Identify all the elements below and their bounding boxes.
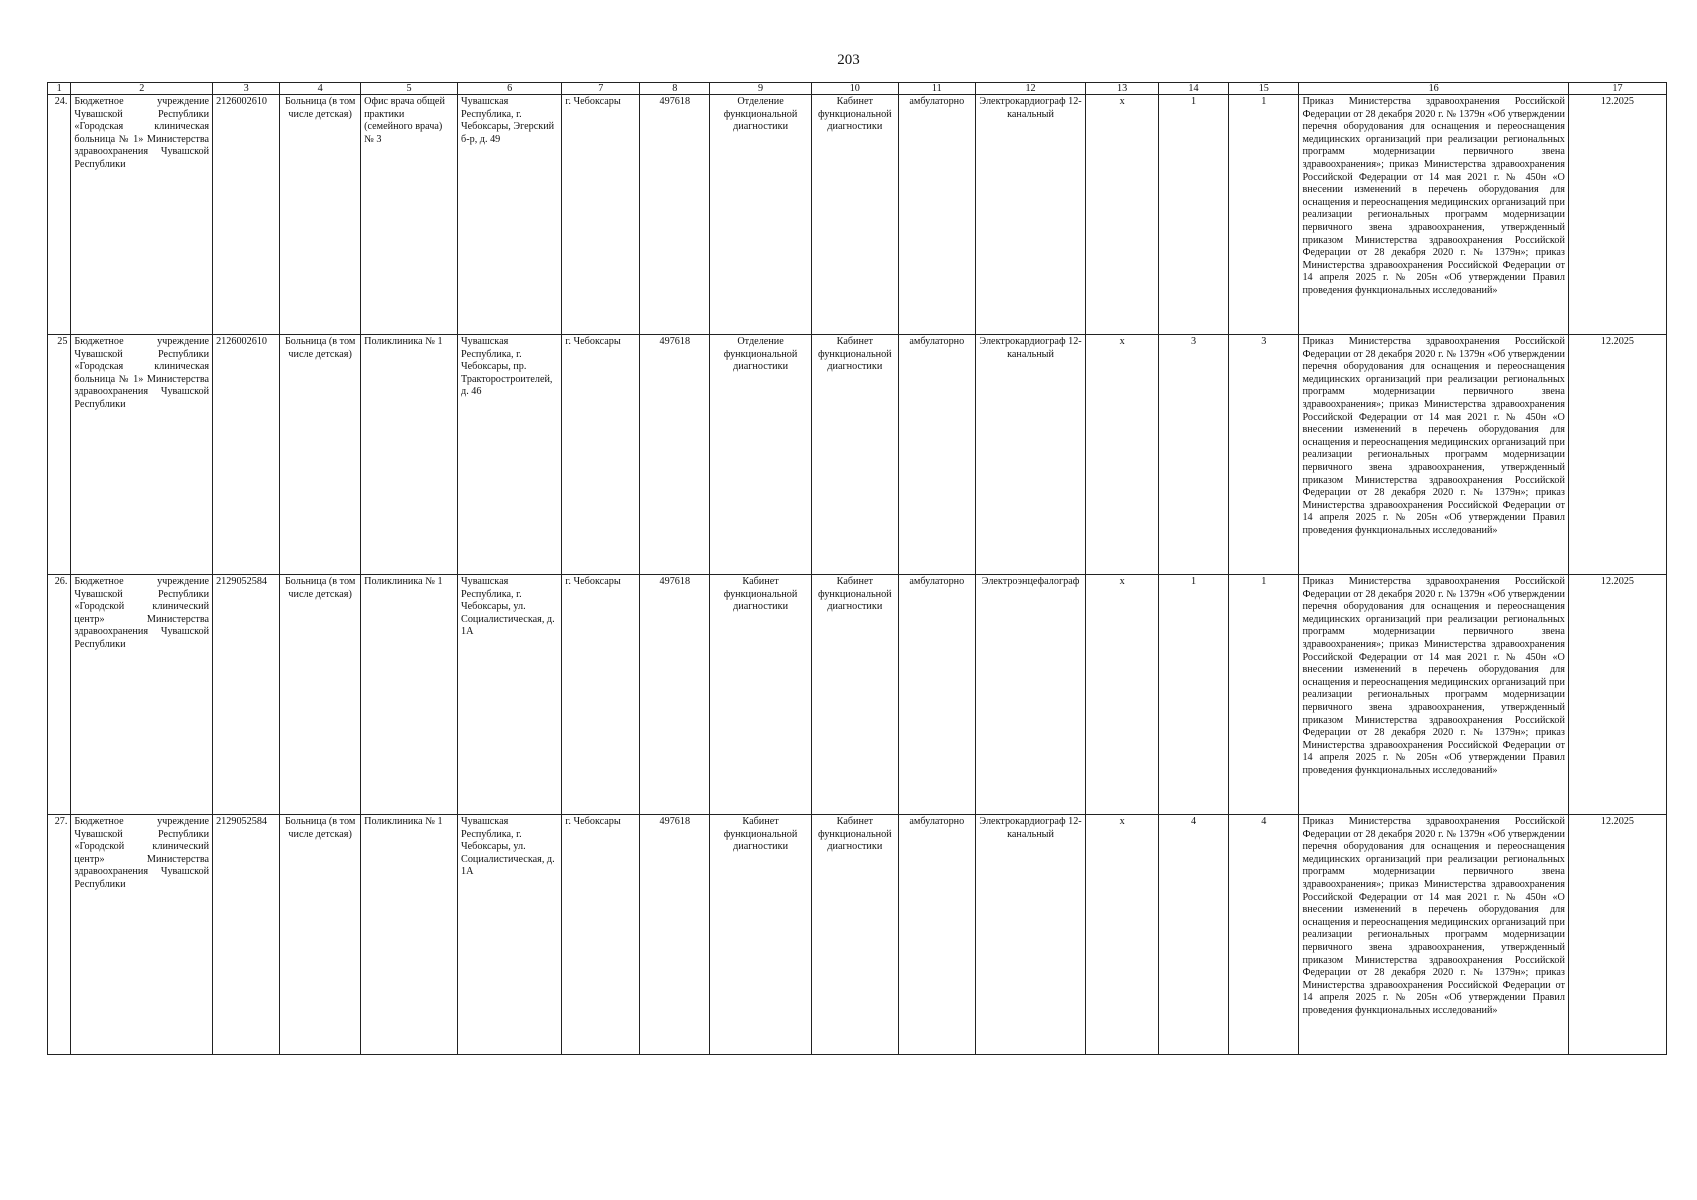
city: г. Чебоксары bbox=[562, 575, 640, 815]
column-15-value: 3 bbox=[1229, 335, 1299, 575]
city: г. Чебоксары bbox=[562, 815, 640, 1055]
oktmo-code: 497618 bbox=[640, 335, 710, 575]
care-condition: амбулаторно bbox=[898, 815, 975, 1055]
deadline-date: 12.2025 bbox=[1568, 335, 1666, 575]
column-header: 5 bbox=[361, 83, 458, 95]
legal-basis bbox=[1299, 335, 1568, 575]
department: Кабинет функциональной диагностики bbox=[710, 575, 811, 815]
column-header: 11 bbox=[898, 83, 975, 95]
cabinet: Кабинет функциональной диагностики bbox=[811, 575, 898, 815]
department: Отделение функциональной диагностики bbox=[710, 95, 811, 335]
cabinet: Кабинет функциональной диагностики bbox=[811, 335, 898, 575]
column-13-value: х bbox=[1086, 95, 1158, 335]
column-13-value: х bbox=[1086, 575, 1158, 815]
institution-type: Больница (в том числе детская) bbox=[280, 815, 361, 1055]
subdivision: Поликлиника № 1 bbox=[361, 335, 458, 575]
column-14-value: 1 bbox=[1158, 575, 1228, 815]
institution-type: Больница (в том числе детская) bbox=[280, 95, 361, 335]
column-header: 13 bbox=[1086, 83, 1158, 95]
deadline-date: 12.2025 bbox=[1568, 815, 1666, 1055]
column-header: 16 bbox=[1299, 83, 1568, 95]
inn: 2126002610 bbox=[213, 95, 280, 335]
legal-basis bbox=[1299, 575, 1568, 815]
column-header: 3 bbox=[213, 83, 280, 95]
equipment-name: Электрокардиограф 12-канальный bbox=[975, 815, 1086, 1055]
column-header: 2 bbox=[71, 83, 213, 95]
legal-basis-text: Приказ Министерства здравоохранения Российской Федерации от 28 декабря 2020 г. № 1379н «Об утверждении перечня оборудования для оснащения и переоснащения медицинских организаций при реализации региональных программ модернизации первичного звена здравоохранения»; приказ Министерства здравоохранения Российской Федерации от 14 мая 2021 г. № 450н «О внесении изменений в перечень оборудования для оснащения и переоснащения медицинских организаций при реализации региональных программ модернизации первичного звена здравоохранения, утвержденный приказом Министерства здравоохранения Российской Федерации от 28 декабря 2020 г. № 1379н»; приказ Министерства здравоохранения Российской Федерации от 14 апреля 2025 г. № 205н «Об утверждении Правил проведения функциональных исследований» bbox=[1302, 576, 1565, 776]
address: Чувашская Республика, г. Чебоксары, Эгерский б-р, д. 49 bbox=[458, 95, 562, 335]
address: Чувашская Республика, г. Чебоксары, ул. Социалистическая, д. 1А bbox=[458, 575, 562, 815]
institution-name: Бюджетное учреждение Чувашской Республики «Городская клиническая больница № 1» Министерства здравоохранения Чувашской Республики bbox=[71, 335, 213, 575]
legal-basis-text: Приказ Министерства здравоохранения Российской Федерации от 28 декабря 2020 г. № 1379н «Об утверждении перечня оборудования для оснащения и переоснащения медицинских организаций при реализации региональных программ модернизации первичного звена здравоохранения»; приказ Министерства здравоохранения Российской Федерации от 14 мая 2021 г. № 450н «О внесении изменений в перечень оборудования для оснащения и переоснащения медицинских организаций при реализации региональных программ модернизации первичного звена здравоохранения, утвержденный приказом Министерства здравоохранения Российской Федерации от 28 декабря 2020 г. № 1379н»; приказ Министерства здравоохранения Российской Федерации от 14 апреля 2025 г. № 205н «Об утверждении Правил проведения функциональных исследований» bbox=[1302, 816, 1565, 1016]
equipment-name: Электрокардиограф 12-канальный bbox=[975, 335, 1086, 575]
column-number-row bbox=[48, 83, 1667, 95]
care-condition: амбулаторно bbox=[898, 575, 975, 815]
cabinet: Кабинет функциональной диагностики bbox=[811, 815, 898, 1055]
inn: 2129052584 bbox=[213, 815, 280, 1055]
department: Отделение функциональной диагностики bbox=[710, 335, 811, 575]
equipment-table bbox=[47, 82, 1667, 1055]
institution-name: Бюджетное учреждение Чувашской Республики «Городской клинический центр» Министерства здравоохранения Чувашской Республики bbox=[71, 815, 213, 1055]
table-row bbox=[48, 815, 1667, 1055]
equipment-name: Электроэнцефалограф bbox=[975, 575, 1086, 815]
column-14-value: 4 bbox=[1158, 815, 1228, 1055]
address: Чувашская Республика, г. Чебоксары, ул. Социалистическая, д. 1А bbox=[458, 815, 562, 1055]
table-row bbox=[48, 575, 1667, 815]
care-condition: амбулаторно bbox=[898, 335, 975, 575]
column-15-value: 4 bbox=[1229, 815, 1299, 1055]
column-header: 12 bbox=[975, 83, 1086, 95]
row-number: 24. bbox=[48, 95, 71, 335]
institution-name: Бюджетное учреждение Чувашской Республики «Городской клинический центр» Министерства здравоохранения Чувашской Республики bbox=[71, 575, 213, 815]
column-14-value: 3 bbox=[1158, 335, 1228, 575]
row-number: 27. bbox=[48, 815, 71, 1055]
column-header: 15 bbox=[1229, 83, 1299, 95]
legal-basis bbox=[1299, 95, 1568, 335]
table-row bbox=[48, 335, 1667, 575]
institution-type: Больница (в том числе детская) bbox=[280, 575, 361, 815]
row-number: 26. bbox=[48, 575, 71, 815]
city: г. Чебоксары bbox=[562, 335, 640, 575]
row-number: 25 bbox=[48, 335, 71, 575]
subdivision: Поликлиника № 1 bbox=[361, 815, 458, 1055]
inn: 2129052584 bbox=[213, 575, 280, 815]
column-15-value: 1 bbox=[1229, 575, 1299, 815]
column-13-value: х bbox=[1086, 815, 1158, 1055]
column-header: 7 bbox=[562, 83, 640, 95]
department: Кабинет функциональной диагностики bbox=[710, 815, 811, 1055]
equipment-name: Электрокардиограф 12-канальный bbox=[975, 95, 1086, 335]
column-header: 9 bbox=[710, 83, 811, 95]
cabinet: Кабинет функциональной диагностики bbox=[811, 95, 898, 335]
column-header: 6 bbox=[458, 83, 562, 95]
legal-basis-text: Приказ Министерства здравоохранения Российской Федерации от 28 декабря 2020 г. № 1379н «Об утверждении перечня оборудования для оснащения и переоснащения медицинских организаций при реализации региональных программ модернизации первичного звена здравоохранения»; приказ Министерства здравоохранения Российской Федерации от 14 мая 2021 г. № 450н «О внесении изменений в перечень оборудования для оснащения и переоснащения медицинских организаций при реализации региональных программ модернизации первичного звена здравоохранения, утвержденный приказом Министерства здравоохранения Российской Федерации от 28 декабря 2020 г. № 1379н»; приказ Министерства здравоохранения Российской Федерации от 14 апреля 2025 г. № 205н «Об утверждении Правил проведения функциональных исследований» bbox=[1302, 96, 1565, 296]
legal-basis bbox=[1299, 815, 1568, 1055]
column-header: 1 bbox=[48, 83, 71, 95]
inn: 2126002610 bbox=[213, 335, 280, 575]
page-number: 203 bbox=[837, 52, 860, 68]
oktmo-code: 497618 bbox=[640, 575, 710, 815]
institution-name: Бюджетное учреждение Чувашской Республики «Городская клиническая больница № 1» Министерства здравоохранения Чувашской Республики bbox=[71, 95, 213, 335]
oktmo-code: 497618 bbox=[640, 95, 710, 335]
city: г. Чебоксары bbox=[562, 95, 640, 335]
legal-basis-text: Приказ Министерства здравоохранения Российской Федерации от 28 декабря 2020 г. № 1379н «Об утверждении перечня оборудования для оснащения и переоснащения медицинских организаций при реализации региональных программ модернизации первичного звена здравоохранения»; приказ Министерства здравоохранения Российской Федерации от 14 мая 2021 г. № 450н «О внесении изменений в перечень оборудования для оснащения и переоснащения медицинских организаций при реализации региональных программ модернизации первичного звена здравоохранения, утвержденный приказом Министерства здравоохранения Российской Федерации от 28 декабря 2020 г. № 1379н»; приказ Министерства здравоохранения Российской Федерации от 14 апреля 2025 г. № 205н «Об утверждении Правил проведения функциональных исследований» bbox=[1302, 336, 1565, 536]
deadline-date: 12.2025 bbox=[1568, 95, 1666, 335]
care-condition: амбулаторно bbox=[898, 95, 975, 335]
institution-type: Больница (в том числе детская) bbox=[280, 335, 361, 575]
column-header: 4 bbox=[280, 83, 361, 95]
subdivision: Поликлиника № 1 bbox=[361, 575, 458, 815]
oktmo-code: 497618 bbox=[640, 815, 710, 1055]
deadline-date: 12.2025 bbox=[1568, 575, 1666, 815]
column-header: 17 bbox=[1568, 83, 1666, 95]
column-header: 10 bbox=[811, 83, 898, 95]
column-13-value: х bbox=[1086, 335, 1158, 575]
column-header: 14 bbox=[1158, 83, 1228, 95]
subdivision: Офис врача общей практики (семейного врача) № 3 bbox=[361, 95, 458, 335]
column-15-value: 1 bbox=[1229, 95, 1299, 335]
column-14-value: 1 bbox=[1158, 95, 1228, 335]
column-header: 8 bbox=[640, 83, 710, 95]
table-row bbox=[48, 95, 1667, 335]
address: Чувашская Республика, г. Чебоксары, пр. Тракторостроителей, д. 46 bbox=[458, 335, 562, 575]
